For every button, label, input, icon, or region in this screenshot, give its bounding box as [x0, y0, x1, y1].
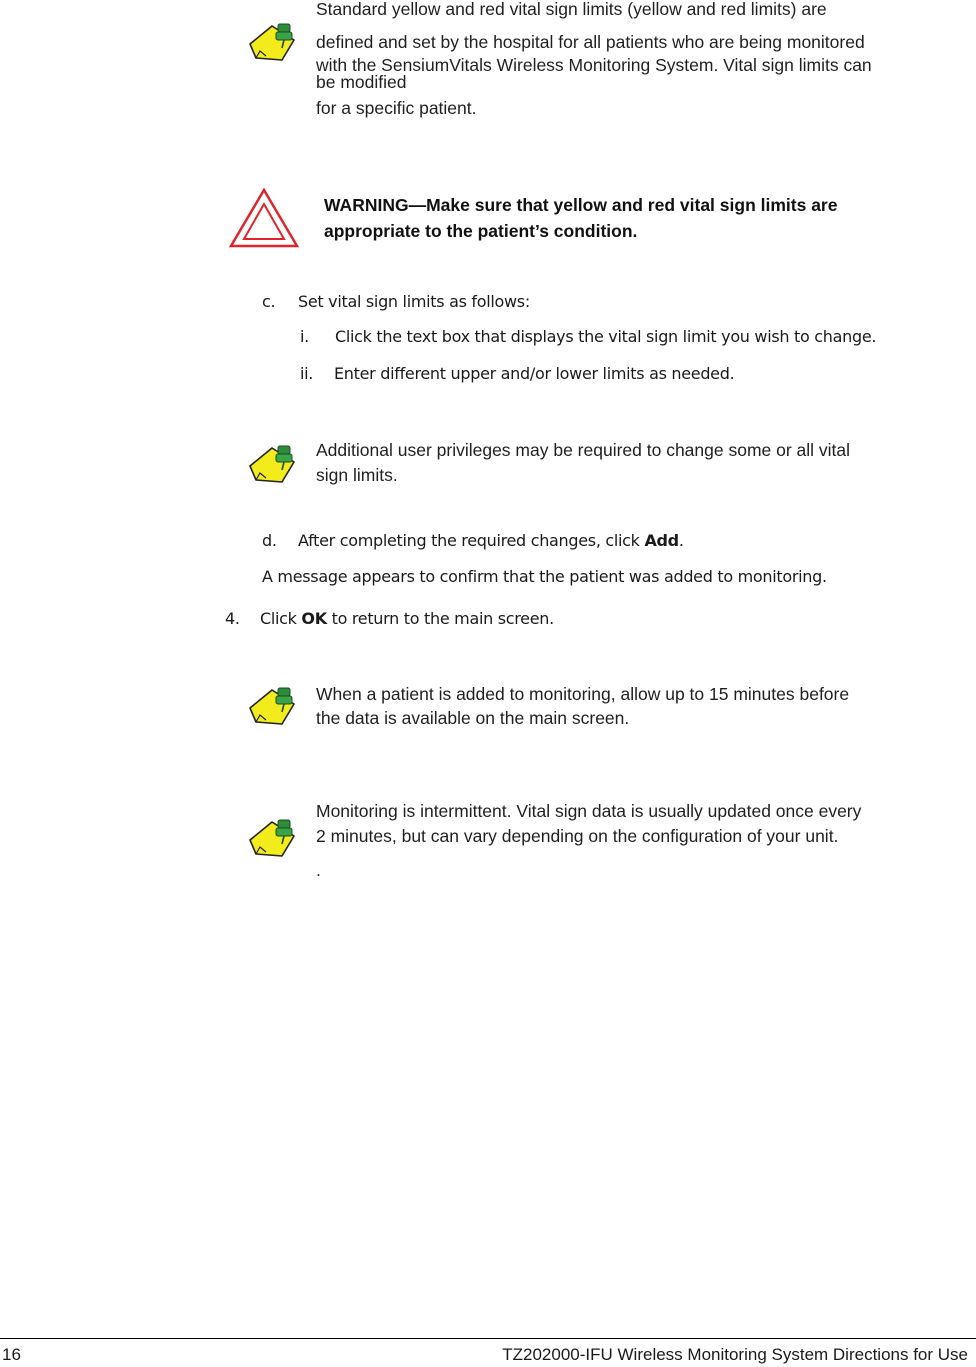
step-d-result: A message appears to confirm that the patient was added to monitoring. — [262, 567, 827, 586]
note-privileges-line-2: sign limits. — [316, 465, 398, 485]
step-4-text: Click OK to return to the main screen. — [260, 609, 554, 628]
warning-line-1: WARNING—Make sure that yellow and red vital sign limits are — [324, 195, 838, 215]
note-intermittent-line-2: 2 minutes, but can vary depending on the configuration of your unit. — [316, 826, 839, 846]
step-c-ii-marker: ii. — [300, 364, 314, 383]
page-number: 16 — [2, 1345, 21, 1364]
note-limits-line-1: Standard yellow and red vital sign limits (yellow and red limits) are — [316, 0, 827, 19]
step-c-marker: c. — [262, 292, 276, 311]
note-intermittent-line-1: Monitoring is intermittent. Vital sign data is usually updated once every — [316, 801, 862, 821]
note-intermittent-line-3: . — [316, 860, 321, 880]
add-button-label: Add — [644, 531, 679, 550]
step-d-marker: d. — [262, 531, 277, 550]
note-icon — [246, 440, 298, 488]
note-limits-line-5: for a specific patient. — [316, 98, 477, 118]
note-delay-line-2: the data is available on the main screen. — [316, 708, 630, 728]
note-limits-line-4: be modified — [316, 72, 407, 92]
note-delay-line-1: When a patient is added to monitoring, allow up to 15 minutes before — [316, 684, 850, 704]
ok-button-label: OK — [301, 609, 327, 628]
note-limits-line-2: defined and set by the hospital for all patients who are being monitored — [316, 32, 865, 52]
step-c-i-marker: i. — [300, 327, 309, 346]
warning-icon — [228, 186, 300, 250]
step-c-ii-text: Enter different upper and/or lower limits as needed. — [334, 364, 735, 383]
warning-line-2: appropriate to the patient’s condition. — [324, 221, 638, 241]
footer-divider — [0, 1338, 976, 1339]
note-icon — [246, 814, 298, 862]
step-d-text: After completing the required changes, click Add. — [298, 531, 684, 550]
step-c-text: Set vital sign limits as follows: — [298, 292, 530, 311]
document-title: TZ202000-IFU Wireless Monitoring System Directions for Use — [502, 1345, 968, 1364]
step-4-marker: 4. — [225, 609, 240, 628]
step-c-i-text: Click the text box that displays the vital sign limit you wish to change. — [335, 327, 877, 346]
note-icon — [246, 18, 298, 66]
note-icon — [246, 682, 298, 730]
note-limits-line-3: with the SensiumVitals Wireless Monitoring System. Vital sign limits can — [316, 55, 872, 75]
note-privileges-line-1: Additional user privileges may be required to change some or all vital — [316, 440, 851, 460]
